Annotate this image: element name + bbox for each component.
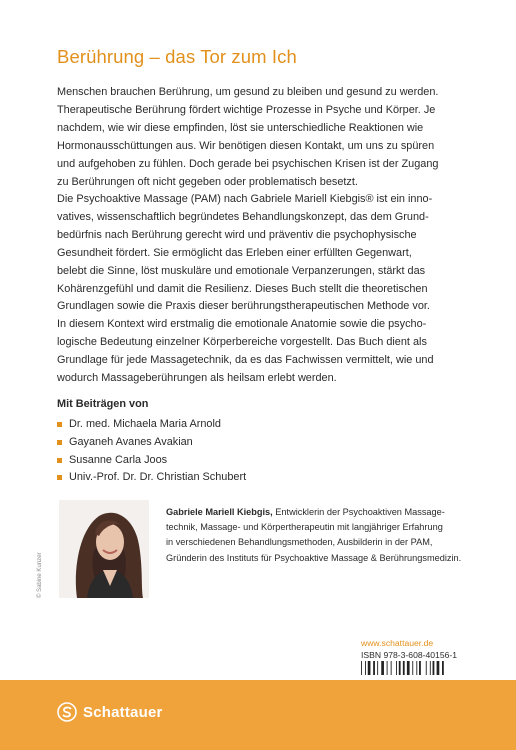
author-portrait-icon <box>59 500 149 598</box>
paragraph-line: vatives, wissenschaftlich begründetes Behandlungskonzept, das dem Grund- <box>57 210 429 223</box>
isbn-number: ISBN 978-3-608-40156-1 <box>361 650 458 660</box>
paragraph-line: Kohärenzgefühl und damit die Resilienz. Dieses Buch stellt die theoretischen <box>57 282 428 295</box>
page-title: Berührung – das Tor zum Ich <box>57 46 297 67</box>
paragraph-line: Gesundheit fördert. Sie ermöglicht das Erleben einer erfüllten Gegenwart, <box>57 246 412 259</box>
paragraph-line: Grundlagen sowie die Praxis dieser berührungstherapeutischen Methode vor. <box>57 300 430 313</box>
list-item <box>57 469 246 487</box>
bullet-icon <box>57 440 62 445</box>
schattauer-logo-icon <box>57 702 77 722</box>
paragraph-line: Hormonausschüttungen aus. Wir benötigen diesen Kontakt, um uns zu spüren <box>57 139 435 152</box>
publisher-name: Schattauer <box>83 703 163 721</box>
barcode-icon <box>361 661 478 675</box>
bio-line: in verschiedenen Behandlungsmethoden, Ausbilderin in der PAM, <box>166 537 433 548</box>
description-paragraph <box>57 191 477 388</box>
list-item <box>57 452 246 470</box>
contributor-name: Dr. med. Michaela Maria Arnold <box>69 418 221 430</box>
bullet-icon <box>57 422 62 427</box>
contributor-name: Gayaneh Avanes Avakian <box>69 435 193 448</box>
paragraph-line: wodurch Massageberührungen als heilsam erlebt werden. <box>57 372 337 385</box>
bullet-icon <box>57 475 62 480</box>
paragraph-line: bedürfnis nach Berührung gerecht wird und präventiv die psychophysische <box>57 228 417 241</box>
bullet-icon <box>57 458 62 463</box>
author-name: Gabriele Mariell Kiebgis, <box>166 507 273 517</box>
publisher-website[interactable]: www.schattauer.de <box>361 638 434 648</box>
paragraph-line: und aufgehoben zu fühlen. Doch gerade bei psychischen Krisen ist der Zugang <box>57 157 439 170</box>
paragraph-line: zu Berührungen oft nicht gegeben oder problematisch besetzt. <box>57 175 358 188</box>
paragraph-line: logische Bedeutung einzelner Körperbereiche vorgestellt. Das Buch dient als <box>57 336 427 349</box>
paragraph-line: Menschen brauchen Berührung, um gesund zu bleiben und gesund zu werden. <box>57 86 439 98</box>
paragraph-line: Therapeutische Berührung fördert wichtige Prozesse in Psyche und Körper. Je <box>57 103 436 116</box>
bio-line: technik, Massage- und Körpertherapeutin mit langjähriger Erfahrung <box>166 522 443 533</box>
intro-paragraph <box>57 84 477 191</box>
contributor-name: Susanne Carla Joos <box>69 453 168 466</box>
publisher-logo <box>57 702 163 722</box>
isbn-block <box>361 649 478 675</box>
bio-line: Gründerin des Instituts für Psychoaktive Massage & Berührungsmedizin. <box>166 552 462 563</box>
paragraph-line: belebt die Sinne, löst muskuläre und emotionale Verpanzerungen, stärkt das <box>57 264 426 277</box>
author-photo <box>59 500 149 598</box>
photo-credit: © Sabine Kunzer <box>37 552 43 598</box>
bio-first-line: Entwicklerin der Psychoaktiven Massage- <box>275 507 445 517</box>
contributors-list <box>57 416 246 487</box>
paragraph-line: Die Psychoaktive Massage (PAM) nach Gabriele Mariell Kiebgis® ist ein inno- <box>57 193 433 205</box>
paragraph-line: In diesem Kontext wird erstmalig die emotionale Anatomie sowie die psycho- <box>57 318 427 331</box>
list-item <box>57 434 246 452</box>
contributor-name: Univ.-Prof. Dr. Dr. Christian Schubert <box>69 471 247 484</box>
paragraph-line: nachdem, wie wir diese empfinden, löst sie unterschiedliche Reaktionen wie <box>57 121 424 134</box>
contributors-heading: Mit Beiträgen von <box>57 398 149 410</box>
footer-band <box>0 680 516 750</box>
bio-line <box>166 505 486 520</box>
paragraph-line: Grundlage für jede Massagetechnik, da es das Fachwissen vermittelt, wie und <box>57 354 434 367</box>
list-item <box>57 416 246 434</box>
author-bio <box>166 505 486 566</box>
